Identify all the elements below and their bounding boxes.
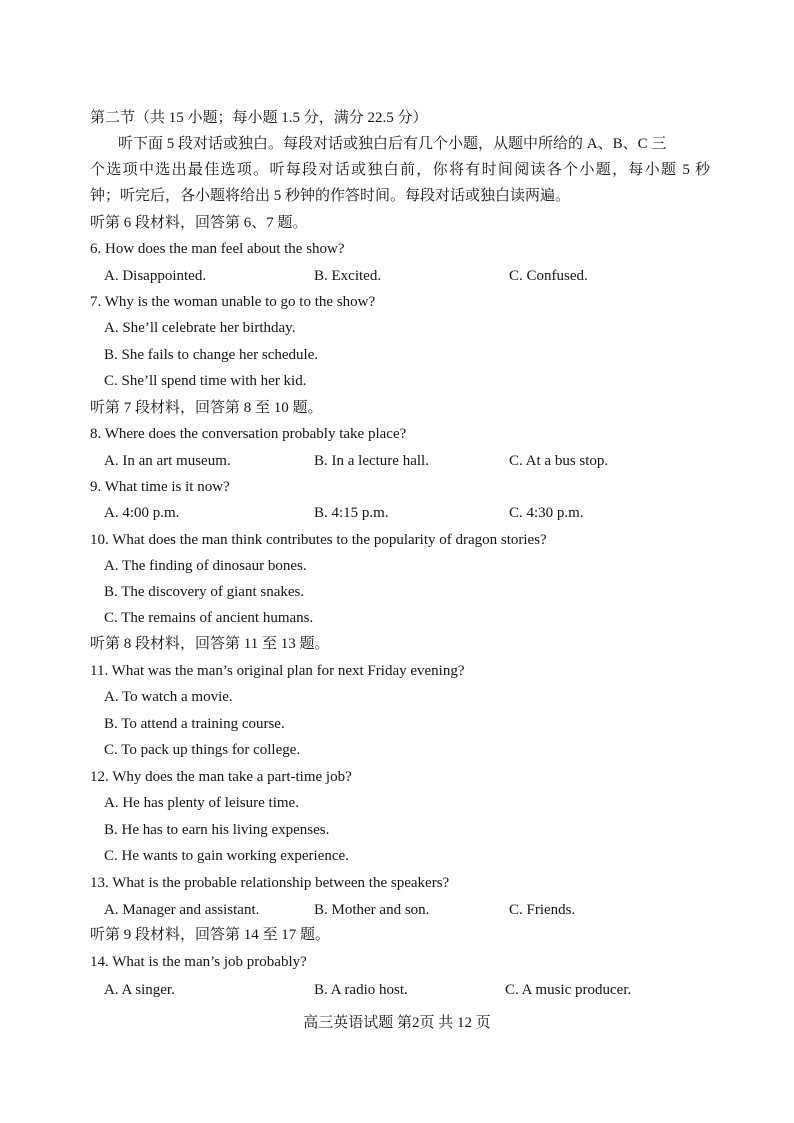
question-6-option-b: B. Excited.: [314, 268, 382, 284]
question-11-option-b: B. To attend a training course.: [104, 716, 285, 732]
question-11-option-a: A. To watch a movie.: [104, 689, 233, 705]
question-12-option-c: C. He wants to gain working experience.: [104, 848, 349, 864]
section-title: 第二节（共 15 小题；每小题 1.5 分，满分 22.5 分）: [90, 110, 428, 126]
question-12: 12. Why does the man take a part-time job?: [90, 769, 352, 785]
question-12-option-b: B. He has to earn his living expenses.: [104, 822, 330, 838]
question-11-option-c: C. To pack up things for college.: [104, 742, 301, 758]
question-7: 7. Why is the woman unable to go to the show?: [90, 294, 376, 310]
question-9: 9. What time is it now?: [90, 479, 230, 495]
question-14: 14. What is the man’s job probably?: [90, 954, 307, 970]
group-label-6: 听第 6 段材料，回答第 6、7 题。: [90, 215, 308, 231]
question-8-option-c: C. At a bus stop.: [509, 453, 609, 469]
section-intro-line-1: 听下面 5 段对话或独白。每段对话或独白后有几个小题，从题中所给的 A、B、C 三: [118, 136, 667, 152]
question-13-option-b: B. Mother and son.: [314, 902, 430, 918]
question-13: 13. What is the probable relationship between the speakers?: [90, 875, 450, 891]
question-9-option-c: C. 4:30 p.m.: [509, 505, 584, 521]
question-7-option-c: C. She’ll spend time with her kid.: [104, 373, 307, 389]
group-label-7: 听第 7 段材料，回答第 8 至 10 题。: [90, 400, 323, 416]
question-13-option-a: A. Manager and assistant.: [104, 902, 260, 918]
question-6-option-a: A. Disappointed.: [104, 268, 207, 284]
question-8-option-a: A. In an art museum.: [104, 453, 231, 469]
question-10-option-b: B. The discovery of giant snakes.: [104, 584, 305, 600]
question-10-option-c: C. The remains of ancient humans.: [104, 610, 314, 626]
question-13-option-c: C. Friends.: [509, 902, 576, 918]
question-12-option-a: A. He has plenty of leisure time.: [104, 795, 299, 811]
question-8: 8. Where does the conversation probably take place?: [90, 426, 407, 442]
question-7-option-b: B. She fails to change her schedule.: [104, 347, 319, 363]
page-footer: 高三英语试题 第2页 共 12 页: [303, 1015, 491, 1031]
question-7-option-a: A. She’ll celebrate her birthday.: [104, 320, 296, 336]
group-label-8: 听第 8 段材料，回答第 11 至 13 题。: [90, 636, 330, 652]
question-9-option-a: A. 4:00 p.m.: [104, 505, 180, 521]
question-8-option-b: B. In a lecture hall.: [314, 453, 429, 469]
question-11: 11. What was the man’s original plan for next Friday evening?: [90, 663, 465, 679]
section-intro-line-3: 钟；听完后，各小题将给出 5 秒钟的作答时间。每段对话或独白读两遍。: [90, 188, 571, 204]
question-14-option-c: C. A music producer.: [505, 982, 632, 998]
question-14-option-b: B. A radio host.: [314, 982, 408, 998]
question-10-option-a: A. The finding of dinosaur bones.: [104, 558, 307, 574]
question-9-option-b: B. 4:15 p.m.: [314, 505, 389, 521]
group-label-9: 听第 9 段材料，回答第 14 至 17 题。: [90, 927, 331, 943]
question-6: 6. How does the man feel about the show?: [90, 241, 345, 257]
section-intro-line-2: 个选项中选出最佳选项。听每段对话或独白前，你将有时间阅读各个小题，每小题 5 秒: [90, 162, 710, 178]
question-14-option-a: A. A singer.: [104, 982, 175, 998]
question-10: 10. What does the man think contributes to the popularity of dragon stories?: [90, 532, 547, 548]
question-6-option-c: C. Confused.: [509, 268, 588, 284]
